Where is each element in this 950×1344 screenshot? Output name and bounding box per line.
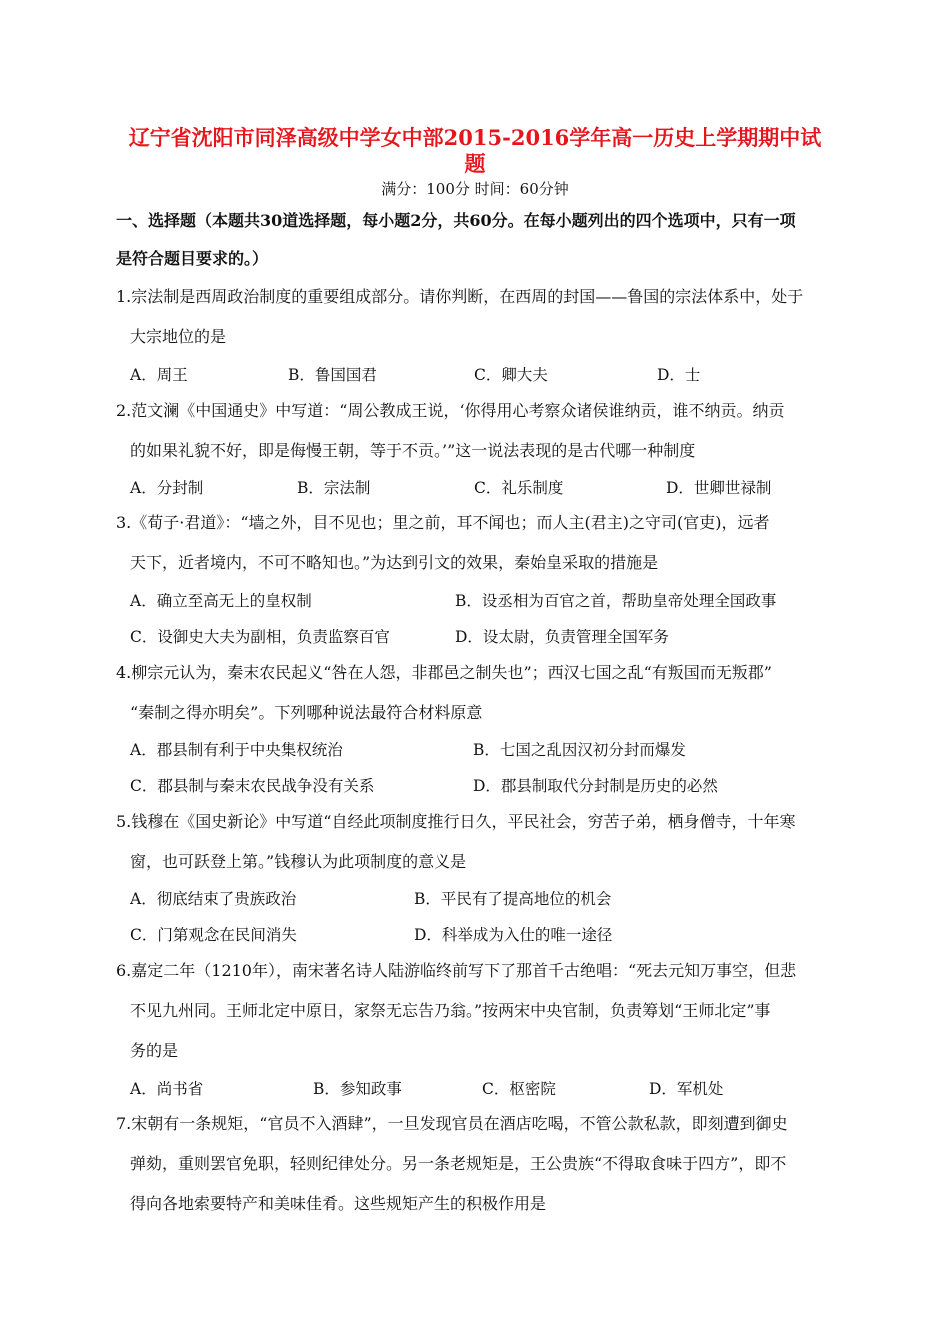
question-4-option-c: C．郡县制与秦末农民战争没有关系 bbox=[130, 777, 375, 795]
question-6-option-b: B．参知政事 bbox=[313, 1080, 402, 1098]
question-2-stem-line2: 的如果礼貌不好，即是侮慢王朝，等于不贡。’”这一说法表现的是古代哪一种制度 bbox=[130, 441, 696, 460]
question-3-option-c: C．设御史大夫为副相，负责监察百官 bbox=[130, 628, 390, 646]
question-5-option-c: C．门第观念在民间消失 bbox=[130, 926, 297, 944]
document-title-line1: 辽宁省沈阳市同泽高级中学女中部2015-2016学年高一历史上学期期中试 bbox=[128, 125, 822, 150]
document-title-line2: 题 bbox=[464, 151, 486, 176]
question-2-option-a: A．分封制 bbox=[130, 479, 204, 497]
question-2-option-b: B．宗法制 bbox=[297, 479, 371, 497]
section-heading-line2: 是符合题目要求的。） bbox=[116, 249, 269, 268]
section-heading-line1: 一、选择题（本题共30道选择题，每小题2分，共60分。在每小题列出的四个选项中，只有一项 bbox=[116, 211, 796, 230]
exam-meta: 满分：100分 时间：60分钟 bbox=[381, 180, 569, 198]
question-3-option-b: B．设丞相为百官之首，帮助皇帝处理全国政事 bbox=[455, 592, 777, 610]
question-6-option-a: A．尚书省 bbox=[130, 1080, 204, 1098]
question-7-stem-line1: 7.宋朝有一条规矩，“官员不入酒肆”，一旦发现官员在酒店吃喝，不管公款私款，即刻遭到御史 bbox=[116, 1114, 788, 1133]
question-1-option-a: A．周王 bbox=[130, 366, 188, 384]
question-4-option-d: D．郡县制取代分封制是历史的必然 bbox=[473, 777, 718, 795]
question-1-stem-line2: 大宗地位的是 bbox=[130, 327, 227, 346]
question-7-stem-line3: 得向各地索要特产和美味佳肴。这些规矩产生的积极作用是 bbox=[130, 1194, 547, 1213]
question-2-option-d: D．世卿世禄制 bbox=[666, 479, 772, 497]
question-3-stem-line1: 3.《荀子·君道》：“墙之外，目不见也；里之前，耳不闻也；而人主(君主)之守司(官吏)，远者 bbox=[116, 513, 770, 532]
question-1-option-c: C．卿大夫 bbox=[474, 366, 548, 384]
question-3-option-a: A．确立至高无上的皇权制 bbox=[130, 592, 312, 610]
question-5-stem-line2: 窗，也可跃登上第。”钱穆认为此项制度的意义是 bbox=[130, 852, 467, 871]
question-6-stem-line3: 务的是 bbox=[130, 1041, 179, 1060]
question-4-option-b: B．七国之乱因汉初分封而爆发 bbox=[473, 741, 686, 759]
question-2-stem-line1: 2.范文澜《中国通史》中写道：“周公教成王说，‘你得用心考察众诸侯谁纳贡，谁不纳贡。纳贡 bbox=[116, 401, 785, 420]
question-5-option-d: D．科举成为入仕的唯一途径 bbox=[414, 926, 613, 944]
question-3-stem-line2: 天下，近者境内，不可不略知也。”为达到引文的效果，秦始皇采取的措施是 bbox=[130, 553, 659, 572]
question-4-option-a: A．郡县制有利于中央集权统治 bbox=[130, 741, 343, 759]
question-1-stem-line1: 1.宗法制是西周政治制度的重要组成部分。请你判断，在西周的封国——鲁国的宗法体系中，处于 bbox=[116, 287, 804, 306]
question-7-stem-line2: 弹劾，重则罢官免职，轻则纪律处分。另一条老规矩是，王公贵族“不得取食味于四方”，即不 bbox=[130, 1154, 787, 1173]
question-2-option-c: C．礼乐制度 bbox=[474, 479, 564, 497]
question-5-stem-line1: 5.钱穆在《国史新论》中写道“自经此项制度推行日久，平民社会，穷苦子弟，栖身僧寺，十年寒 bbox=[116, 812, 796, 831]
question-6-option-d: D．军机处 bbox=[649, 1080, 724, 1098]
question-1-option-d: D．士 bbox=[657, 366, 701, 384]
question-4-stem-line1: 4.柳宗元认为，秦末农民起义“咎在人怨，非郡邑之制失也”；西汉七国之乱“有叛国而无叛郡” bbox=[116, 663, 772, 682]
question-3-option-d: D．设太尉，负责管理全国军务 bbox=[455, 628, 669, 646]
question-6-stem-line2: 不见九州同。王师北定中原日，家祭无忘告乃翁。”按两宋中央官制，负责筹划“王师北定”事 bbox=[130, 1001, 771, 1020]
question-4-stem-line2: “秦制之得亦明矣”。下列哪种说法最符合材料原意 bbox=[130, 703, 483, 722]
question-5-option-b: B．平民有了提高地位的机会 bbox=[414, 890, 612, 908]
question-6-stem-line1: 6.嘉定二年（1210年），南宋著名诗人陆游临终前写下了那首千古绝唱：“死去元知万事空，但悲 bbox=[116, 961, 797, 980]
question-1-option-b: B．鲁国国君 bbox=[288, 366, 377, 384]
question-5-option-a: A．彻底结束了贵族政治 bbox=[130, 890, 297, 908]
question-6-option-c: C．枢密院 bbox=[482, 1080, 556, 1098]
